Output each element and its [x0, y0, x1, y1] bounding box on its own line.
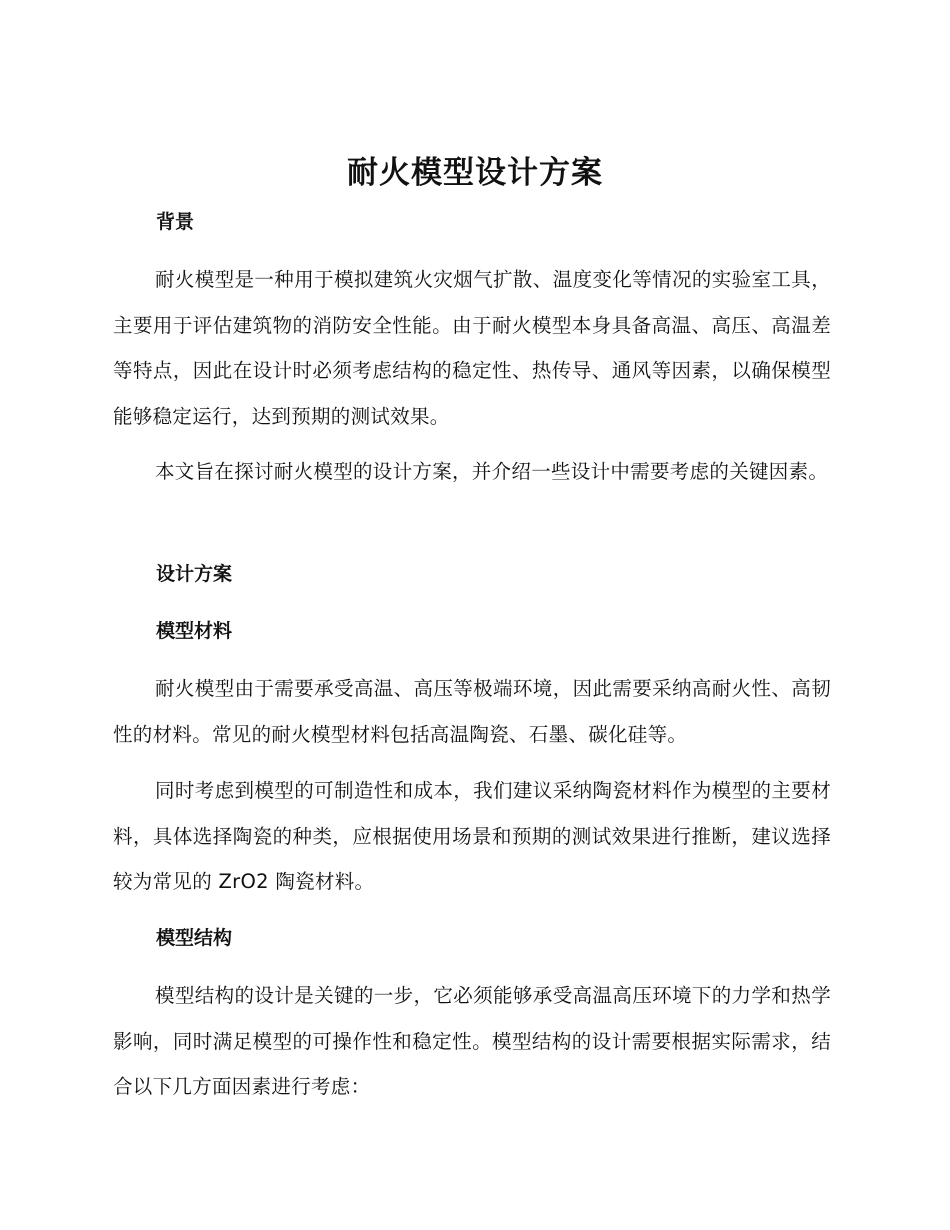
- document-title: 耐火模型设计方案: [347, 155, 603, 191]
- subsection-heading-material: 模型材料: [156, 620, 233, 642]
- section-heading-background: 背景: [156, 211, 195, 233]
- paragraph-material-1: 耐火模型由于需要承受高温、高压等极端环境，因此需要采纳高耐火性、高韧性的材料。常见的耐火模型材料包括高温陶瓷、石墨、碳化硅等。: [113, 677, 831, 746]
- paragraph-material-2: 同时考虑到模型的可制造性和成本，我们建议采纳陶瓷材料作为模型的主要材料，具体选择陶瓷的种类，应根据使用场景和预期的测试效果进行推断，建议选择较为常见的 ZrO2 陶瓷材料。: [113, 779, 831, 893]
- section-heading-design: 设计方案: [156, 563, 233, 585]
- paragraph-background-2: 本文旨在探讨耐火模型的设计方案，并介绍一些设计中需要考虑的关键因素。: [155, 460, 829, 483]
- subsection-heading-structure: 模型结构: [156, 927, 233, 949]
- paragraph-background-1: 耐火模型是一种用于模拟建筑火灾烟气扩散、温度变化等情况的实验室工具，主要用于评估建筑物的消防安全性能。由于耐火模型本身具备高温、高压、高温差等特点，因此在设计时必须考虑结构的稳定性、热传导、通风等因素，以确保模型能够稳定运行，达到预期的测试效果。: [113, 268, 831, 428]
- paragraph-structure-1: 模型结构的设计是关键的一步，它必须能够承受高温高压环境下的力学和热学影响，同时满足模型的可操作性和稳定性。模型结构的设计需要根据实际需求，结合以下几方面因素进行考虑：: [113, 984, 831, 1098]
